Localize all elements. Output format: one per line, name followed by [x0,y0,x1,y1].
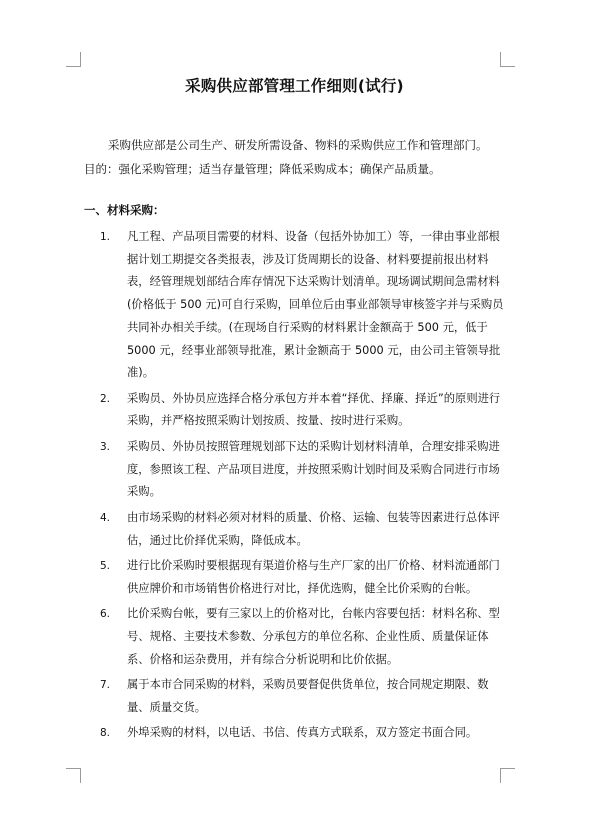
list-item [100,436,504,504]
intro-paragraph [84,133,504,181]
list-item-number: 6. [100,608,111,621]
list-item [100,674,504,719]
list-item-text: 凡工程、产品项目需要的材料、设备（包括外协加工）等，一律由事业部根据计划工期提交各类报表，涉及订货周期长的设备、材料要提前报出材料表，经管理规划部结合库存情况下达采购计划清单。现场调试期间急需材料(价格低于 500 元)可自行采购，回单位后由事业部领导审核签字并与采购员共同补办相关手续。(在现场自行采购的材料累计金额高于 500 元，低于 5000 元，经事业部领导批准，累计金额高于 5000 元，由公司主管领导批准)。 [127,230,504,380]
list-item-text: 采购员、外协员按照管理规划部下达的采购计划材料清单，合理安排采购进度，参照该工程、产品项目进度，并按照采购计划时间及采购合同进行市场采购。 [127,439,500,499]
list-item-text: 由市场采购的材料必须对材料的质量、价格、运输、包装等因素进行总体评估，通过比价择优采购，降低成本。 [127,510,500,547]
list-item [100,603,504,671]
list-item [100,507,504,552]
list-item-number: 4. [100,511,111,524]
list-item-text: 外埠采购的材料，以电话、书信、传真方式联系，双方签定书面合同。 [127,726,478,740]
list-item-number: 8. [100,727,111,740]
list-item-text: 采购员、外协员应选择合格分承包方并本着“择优、择廉、择近”的原则进行采购，并严格按照采购计划按质、按量、按时进行采购。 [127,391,501,428]
intro-line-1: 采购供应部是公司生产、研发所需设备、物料的采购供应工作和管理部门。 [108,138,488,152]
page-corner-mark-top-right [500,52,515,67]
list-item [100,555,504,600]
numbered-list [100,226,504,748]
intro-line-2: 目的：强化采购管理；适当存量管理；降低采购成本；确保产品质量。 [84,162,441,176]
list-item-number: 2. [100,392,111,405]
list-item [100,388,504,433]
list-item-text: 比价采购台帐，要有三家以上的价格对比，台帐内容要包括：材料名称、型号、规格、主要技术参数、分承包方的单位名称、企业性质、质量保证体系、价格和运杂费用，并有综合分析说明和比价依据。 [127,607,500,666]
list-item-text: 进行比价采购时要根据现有渠道价格与生产厂家的出厂价格、材料流通部门供应牌价和市场销售价格进行对比，择优选购，健全比价采购的台帐。 [127,559,500,595]
document-title: 采购供应部管理工作细则(试行) [185,77,404,95]
list-item [100,722,504,745]
list-item-text: 属于本市合同采购的材料，采购员要督促供货单位，按合同规定期限、数量、质量交货。 [127,678,489,714]
list-item-number: 5. [100,560,111,573]
list-item-number: 3. [100,440,111,453]
page-corner-mark-bottom-right [500,768,515,783]
page-corner-mark-bottom-left [66,768,81,783]
section-heading: 一、材料采购： [84,203,165,217]
list-item-number: 1. [100,231,111,243]
list-item-number: 7. [100,679,111,692]
list-item [100,226,504,385]
page-corner-mark-top-left [66,52,81,67]
